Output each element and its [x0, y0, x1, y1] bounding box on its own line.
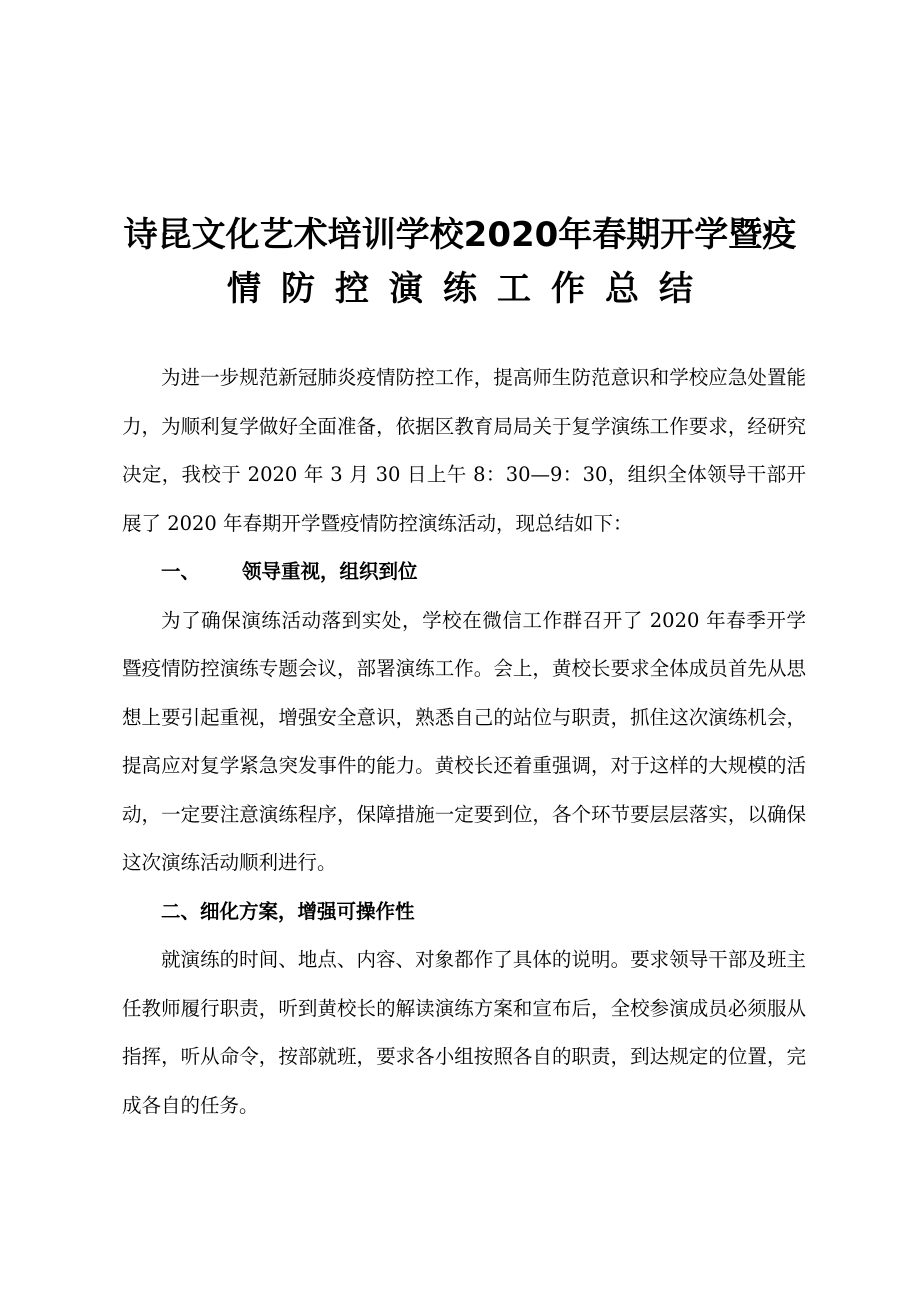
section-1-title: 领导重视，组织到位 — [242, 560, 418, 583]
document-title — [120, 208, 800, 316]
section-1-number: 一、 — [161, 560, 201, 583]
section-1-heading — [122, 548, 806, 597]
intro-paragraph: 为进一步规范新冠肺炎疫情防控工作，提高师生防范意识和学校应急处置能力，为顺利复学做好全面准备，依据区教育局局关于复学演练工作要求，经研究决定，我校于 2020 年 3 月 30 日上午 8：30—9：30，组织全体领导干部开展了 2020 年春期开学暨疫情防控演练活动，现总结如下： — [122, 366, 806, 535]
title-line-2: 情防控演练工作总结 — [227, 269, 713, 309]
section-2-paragraph: 就演练的时间、地点、内容、对象都作了具体的说明。要求领导干部及班主任教师履行职责，听到黄校长的解读演练方案和宣布后，全校参演成员必须服从指挥，听从命令，按部就班，要求各小组按照各自的职责，到达规定的位置，完成各自的任务。 — [122, 948, 806, 1117]
section-2-heading: 二、细化方案，增强可操作性 — [161, 899, 415, 923]
document-body — [122, 354, 806, 1130]
section-1-paragraph: 为了确保演练活动落到实处，学校在微信工作群召开了 2020 年春季开学暨疫情防控演练专题会议，部署演练工作。会上，黄校长要求全体成员首先从思想上要引起重视，增强安全意识，熟悉自己的站位与职责，抓住这次演练机会，提高应对复学紧急突发事件的能力。黄校长还着重强调，对于这样的大规模的活动，一定要注意演练程序，保障措施一定要到位，各个环节要层层落实，以确保这次演练活动顺利进行。 — [122, 608, 806, 874]
title-line-1: 诗昆文化艺术培训学校2020年春期开学暨疫 — [123, 215, 797, 255]
